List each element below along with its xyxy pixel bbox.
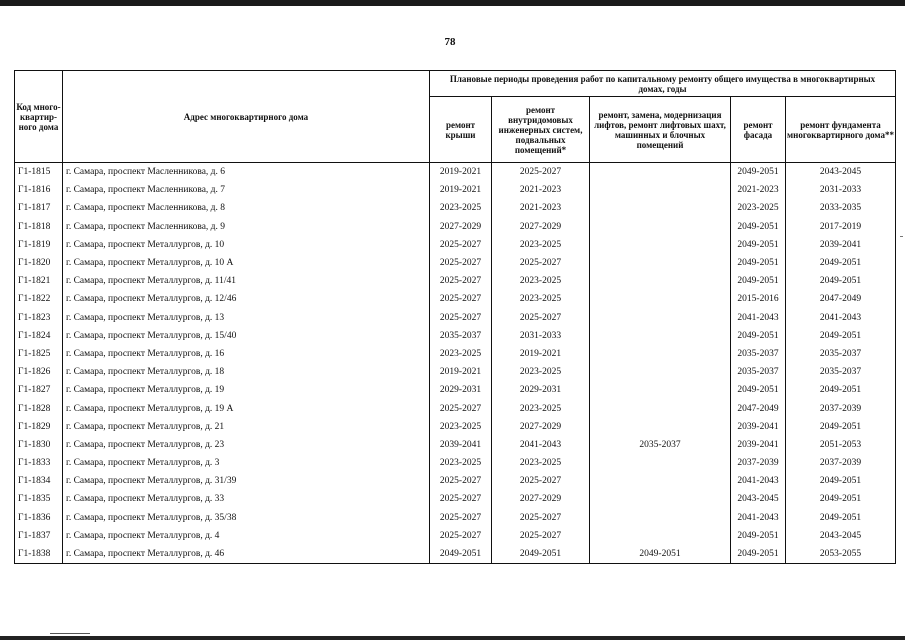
- cell-facade: 2049-2051: [731, 381, 786, 399]
- header-address: Адрес многоквартирного дома: [63, 71, 430, 163]
- cell-systems: 2023-2025: [492, 363, 590, 381]
- cell-roof: 2025-2027: [430, 490, 492, 508]
- cell-code: Г1-1830: [15, 436, 63, 454]
- cell-address: г. Самара, проспект Масленникова, д. 6: [63, 163, 430, 182]
- cell-code: Г1-1825: [15, 345, 63, 363]
- cell-roof: 2027-2029: [430, 218, 492, 236]
- cell-lifts: [590, 181, 731, 199]
- cell-foundation: 2031-2033: [786, 181, 896, 199]
- cell-facade: 2041-2043: [731, 509, 786, 527]
- cell-facade: 2041-2043: [731, 309, 786, 327]
- cell-lifts: [590, 490, 731, 508]
- repair-schedule-table: [14, 70, 896, 564]
- cell-facade: 2049-2051: [731, 327, 786, 345]
- table-row: [15, 399, 896, 417]
- cell-lifts: [590, 309, 731, 327]
- cell-address: г. Самара, проспект Металлургов, д. 4: [63, 527, 430, 545]
- cell-code: Г1-1833: [15, 454, 63, 472]
- header-facade: ремонт фасада: [731, 97, 786, 163]
- cell-address: г. Самара, проспект Металлургов, д. 13: [63, 309, 430, 327]
- cell-facade: 2049-2051: [731, 254, 786, 272]
- page-number: 78: [444, 36, 456, 48]
- cell-code: Г1-1816: [15, 181, 63, 199]
- cell-systems: 2027-2029: [492, 418, 590, 436]
- cell-roof: 2023-2025: [430, 199, 492, 217]
- cell-address: г. Самара, проспект Металлургов, д. 19: [63, 381, 430, 399]
- cell-systems: 2031-2033: [492, 327, 590, 345]
- table-row: [15, 381, 896, 399]
- cell-code: Г1-1834: [15, 472, 63, 490]
- cell-foundation: 2049-2051: [786, 472, 896, 490]
- cell-foundation: 2041-2043: [786, 309, 896, 327]
- table-body: [15, 163, 896, 564]
- table-row: [15, 290, 896, 308]
- bottom-border-rule: [0, 636, 905, 640]
- cell-address: г. Самара, проспект Металлургов, д. 10 А: [63, 254, 430, 272]
- cell-systems: 2025-2027: [492, 254, 590, 272]
- cell-facade: 2049-2051: [731, 545, 786, 564]
- cell-code: Г1-1821: [15, 272, 63, 290]
- cell-address: г. Самара, проспект Масленникова, д. 8: [63, 199, 430, 217]
- cell-code: Г1-1817: [15, 199, 63, 217]
- table-row: [15, 345, 896, 363]
- table-row: [15, 163, 896, 182]
- cell-systems: 2023-2025: [492, 454, 590, 472]
- cell-code: Г1-1835: [15, 490, 63, 508]
- cell-lifts: [590, 218, 731, 236]
- cell-systems: 2023-2025: [492, 236, 590, 254]
- cell-foundation: 2035-2037: [786, 363, 896, 381]
- cell-foundation: 2037-2039: [786, 454, 896, 472]
- cell-facade: 2039-2041: [731, 436, 786, 454]
- cell-systems: 2025-2027: [492, 472, 590, 490]
- cell-roof: 2025-2027: [430, 254, 492, 272]
- table-row: [15, 509, 896, 527]
- cell-address: г. Самара, проспект Масленникова, д. 7: [63, 181, 430, 199]
- cell-foundation: 2039-2041: [786, 236, 896, 254]
- header-systems: ремонт внутридомовых инженерных систем, подвальных помещений*: [492, 97, 590, 163]
- table-row: [15, 363, 896, 381]
- table-row: [15, 527, 896, 545]
- cell-address: г. Самара, проспект Металлургов, д. 15/40: [63, 327, 430, 345]
- margin-mark: [900, 236, 903, 237]
- cell-roof: 2023-2025: [430, 454, 492, 472]
- cell-facade: 2015-2016: [731, 290, 786, 308]
- cell-code: Г1-1818: [15, 218, 63, 236]
- table-row: [15, 545, 896, 564]
- cell-roof: 2023-2025: [430, 418, 492, 436]
- header-roof: ремонт крыши: [430, 97, 492, 163]
- cell-systems: 2025-2027: [492, 309, 590, 327]
- cell-roof: 2035-2037: [430, 327, 492, 345]
- cell-code: Г1-1829: [15, 418, 63, 436]
- cell-lifts: [590, 272, 731, 290]
- cell-lifts: [590, 381, 731, 399]
- table-row: [15, 218, 896, 236]
- cell-systems: 2049-2051: [492, 545, 590, 564]
- cell-lifts: [590, 363, 731, 381]
- cell-systems: 2027-2029: [492, 490, 590, 508]
- cell-foundation: 2037-2039: [786, 399, 896, 417]
- cell-roof: 2039-2041: [430, 436, 492, 454]
- table-row: [15, 272, 896, 290]
- cell-address: г. Самара, проспект Металлургов, д. 35/38: [63, 509, 430, 527]
- cell-lifts: [590, 472, 731, 490]
- cell-lifts: [590, 454, 731, 472]
- cell-foundation: 2049-2051: [786, 327, 896, 345]
- cell-systems: 2023-2025: [492, 399, 590, 417]
- cell-roof: 2025-2027: [430, 399, 492, 417]
- cell-foundation: 2051-2053: [786, 436, 896, 454]
- cell-systems: 2025-2027: [492, 527, 590, 545]
- table-row: [15, 254, 896, 272]
- cell-facade: 2037-2039: [731, 454, 786, 472]
- cell-systems: 2021-2023: [492, 199, 590, 217]
- table-row: [15, 236, 896, 254]
- table-row: [15, 472, 896, 490]
- cell-lifts: [590, 236, 731, 254]
- cell-facade: 2035-2037: [731, 345, 786, 363]
- table-row: [15, 199, 896, 217]
- cell-lifts: 2049-2051: [590, 545, 731, 564]
- cell-code: Г1-1819: [15, 236, 63, 254]
- cell-roof: 2029-2031: [430, 381, 492, 399]
- top-border-rule: [0, 0, 905, 6]
- cell-systems: 2025-2027: [492, 163, 590, 182]
- cell-facade: 2043-2045: [731, 490, 786, 508]
- cell-code: Г1-1823: [15, 309, 63, 327]
- cell-foundation: 2053-2055: [786, 545, 896, 564]
- header-periods-group: Плановые периоды проведения работ по капитальному ремонту общего имущества в многоквартирных домах, годы: [430, 71, 896, 97]
- cell-foundation: 2017-2019: [786, 218, 896, 236]
- cell-code: Г1-1836: [15, 509, 63, 527]
- cell-foundation: 2043-2045: [786, 163, 896, 182]
- cell-systems: 2021-2023: [492, 181, 590, 199]
- cell-address: г. Самара, проспект Металлургов, д. 23: [63, 436, 430, 454]
- cell-facade: 2049-2051: [731, 218, 786, 236]
- cell-facade: 2035-2037: [731, 363, 786, 381]
- cell-address: г. Самара, проспект Металлургов, д. 12/46: [63, 290, 430, 308]
- cell-lifts: [590, 509, 731, 527]
- cell-address: г. Самара, проспект Металлургов, д. 21: [63, 418, 430, 436]
- table-row: [15, 309, 896, 327]
- cell-facade: 2049-2051: [731, 272, 786, 290]
- cell-address: г. Самара, проспект Металлургов, д. 46: [63, 545, 430, 564]
- cell-systems: 2019-2021: [492, 345, 590, 363]
- cell-roof: 2025-2027: [430, 472, 492, 490]
- cell-address: г. Самара, проспект Масленникова, д. 9: [63, 218, 430, 236]
- cell-facade: 2039-2041: [731, 418, 786, 436]
- cell-roof: 2019-2021: [430, 363, 492, 381]
- cell-lifts: [590, 527, 731, 545]
- cell-systems: 2041-2043: [492, 436, 590, 454]
- cell-address: г. Самара, проспект Металлургов, д. 3: [63, 454, 430, 472]
- cell-facade: 2041-2043: [731, 472, 786, 490]
- cell-systems: 2027-2029: [492, 218, 590, 236]
- cell-address: г. Самара, проспект Металлургов, д. 11/41: [63, 272, 430, 290]
- cell-lifts: [590, 399, 731, 417]
- table-row: [15, 181, 896, 199]
- cell-foundation: 2049-2051: [786, 272, 896, 290]
- cell-code: Г1-1822: [15, 290, 63, 308]
- header-lifts: ремонт, замена, модернизация лифтов, ремонт лифтовых шахт, машинных и блочных помещений: [590, 97, 731, 163]
- cell-foundation: 2047-2049: [786, 290, 896, 308]
- cell-code: Г1-1837: [15, 527, 63, 545]
- cell-roof: 2025-2027: [430, 290, 492, 308]
- cell-code: Г1-1828: [15, 399, 63, 417]
- cell-lifts: [590, 418, 731, 436]
- cell-facade: 2049-2051: [731, 527, 786, 545]
- cell-facade: 2021-2023: [731, 181, 786, 199]
- cell-lifts: 2035-2037: [590, 436, 731, 454]
- cell-roof: 2025-2027: [430, 527, 492, 545]
- cell-foundation: 2033-2035: [786, 199, 896, 217]
- cell-roof: 2049-2051: [430, 545, 492, 564]
- cell-foundation: 2049-2051: [786, 381, 896, 399]
- table-header: [15, 71, 896, 163]
- cell-systems: 2025-2027: [492, 509, 590, 527]
- cell-address: г. Самара, проспект Металлургов, д. 10: [63, 236, 430, 254]
- footer-short-rule: [50, 633, 90, 634]
- cell-facade: 2049-2051: [731, 236, 786, 254]
- cell-foundation: 2049-2051: [786, 490, 896, 508]
- cell-lifts: [590, 345, 731, 363]
- cell-lifts: [590, 327, 731, 345]
- cell-roof: 2019-2021: [430, 181, 492, 199]
- cell-roof: 2025-2027: [430, 236, 492, 254]
- cell-code: Г1-1820: [15, 254, 63, 272]
- table-row: [15, 490, 896, 508]
- header-foundation: ремонт фундамента многоквартирного дома**: [786, 97, 896, 163]
- cell-facade: 2047-2049: [731, 399, 786, 417]
- cell-foundation: 2049-2051: [786, 418, 896, 436]
- cell-address: г. Самара, проспект Металлургов, д. 16: [63, 345, 430, 363]
- cell-foundation: 2043-2045: [786, 527, 896, 545]
- cell-code: Г1-1815: [15, 163, 63, 182]
- cell-code: Г1-1838: [15, 545, 63, 564]
- cell-facade: 2023-2025: [731, 199, 786, 217]
- header-code: Код много-квартир-ного дома: [15, 71, 63, 163]
- cell-code: Г1-1824: [15, 327, 63, 345]
- cell-foundation: 2049-2051: [786, 509, 896, 527]
- cell-lifts: [590, 163, 731, 182]
- cell-systems: 2023-2025: [492, 272, 590, 290]
- cell-roof: 2019-2021: [430, 163, 492, 182]
- cell-facade: 2049-2051: [731, 163, 786, 182]
- cell-systems: 2023-2025: [492, 290, 590, 308]
- table-row: [15, 327, 896, 345]
- cell-code: Г1-1827: [15, 381, 63, 399]
- cell-address: г. Самара, проспект Металлургов, д. 19 А: [63, 399, 430, 417]
- cell-roof: 2025-2027: [430, 309, 492, 327]
- cell-roof: 2025-2027: [430, 509, 492, 527]
- cell-code: Г1-1826: [15, 363, 63, 381]
- cell-lifts: [590, 199, 731, 217]
- cell-address: г. Самара, проспект Металлургов, д. 31/39: [63, 472, 430, 490]
- cell-lifts: [590, 290, 731, 308]
- cell-roof: 2025-2027: [430, 272, 492, 290]
- cell-address: г. Самара, проспект Металлургов, д. 33: [63, 490, 430, 508]
- cell-foundation: 2035-2037: [786, 345, 896, 363]
- cell-lifts: [590, 254, 731, 272]
- cell-address: г. Самара, проспект Металлургов, д. 18: [63, 363, 430, 381]
- cell-systems: 2029-2031: [492, 381, 590, 399]
- table-row: [15, 454, 896, 472]
- cell-roof: 2023-2025: [430, 345, 492, 363]
- table-row: [15, 418, 896, 436]
- cell-foundation: 2049-2051: [786, 254, 896, 272]
- table-row: [15, 436, 896, 454]
